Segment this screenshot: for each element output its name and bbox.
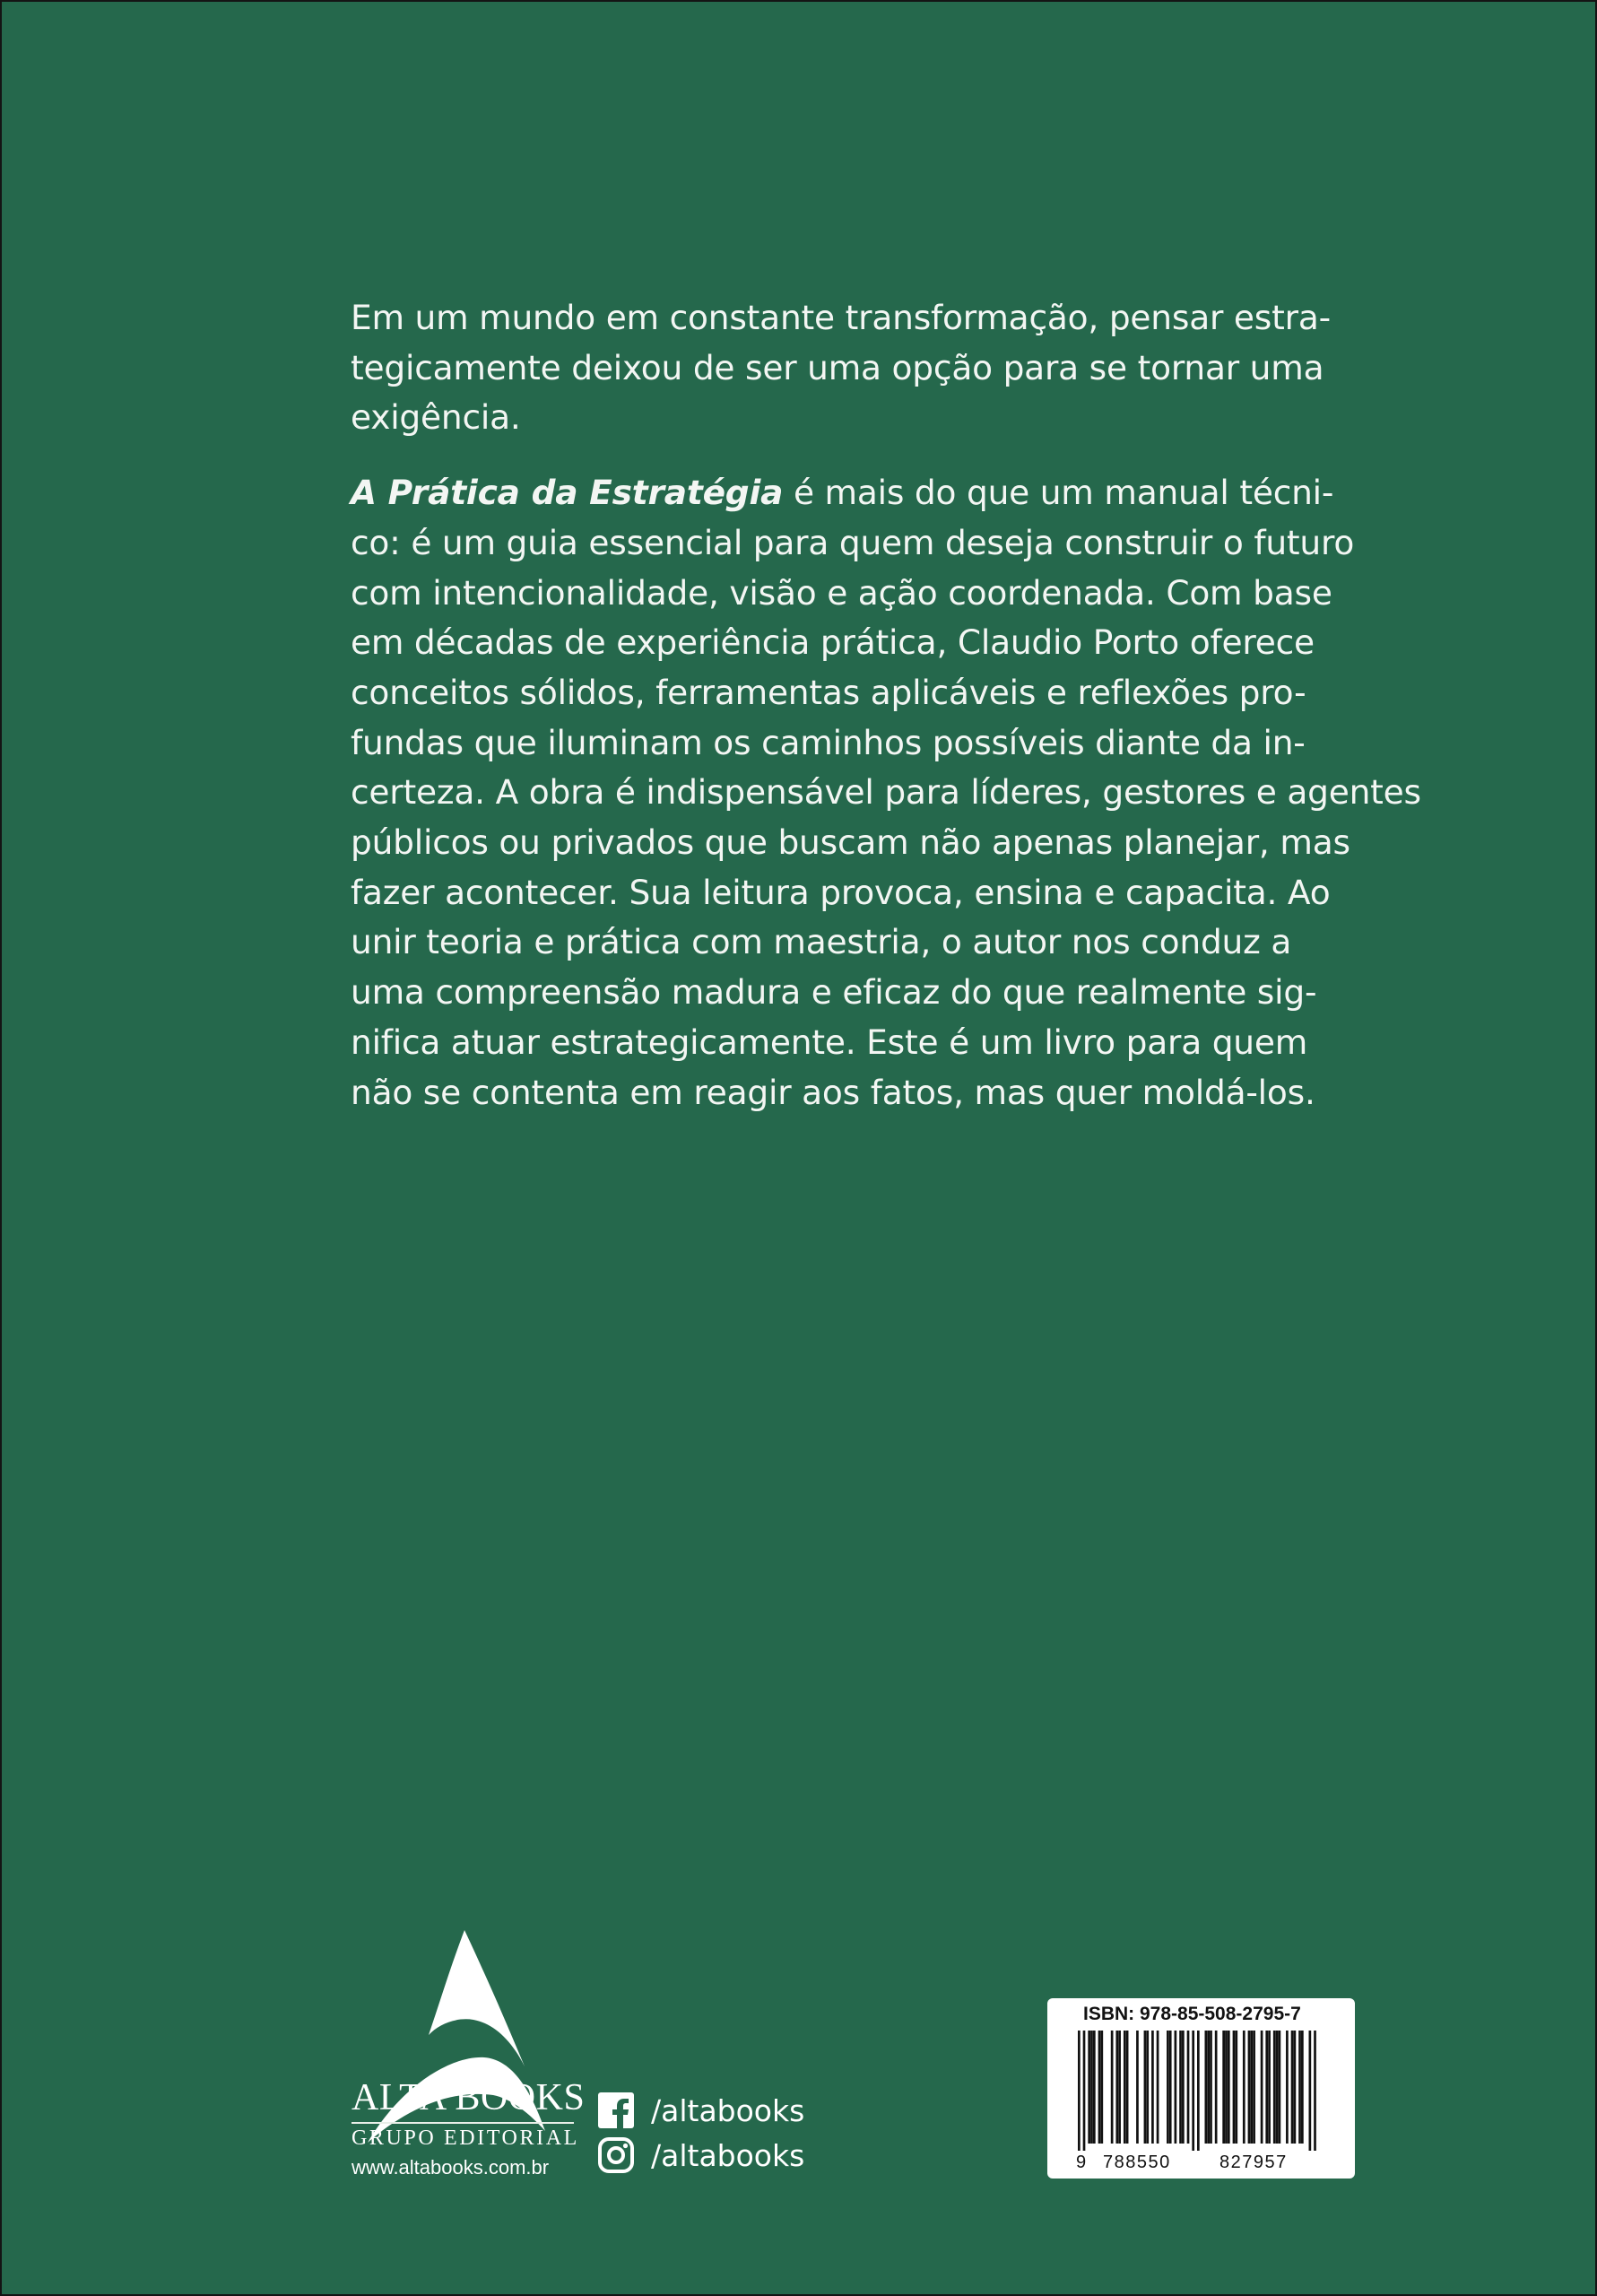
barcode-bars bbox=[1078, 2031, 1316, 2151]
publisher-website-link[interactable]: www.altabooks.com.br bbox=[352, 2156, 550, 2179]
instagram-link[interactable] bbox=[597, 2136, 804, 2174]
blurb-first-line bbox=[351, 468, 1333, 518]
alta-books-logo-icon bbox=[350, 1923, 586, 2156]
blurb-text: nifica atuar estrategicamente. Este é um livro para quem bbox=[351, 1022, 1308, 1062]
blurb-text: unir teoria e prática com maestria, o autor nos conduz a bbox=[351, 922, 1292, 962]
blurb-line bbox=[351, 518, 1355, 569]
blurb-line bbox=[351, 1018, 1308, 1068]
blurb-line bbox=[351, 968, 1317, 1018]
blurb-line bbox=[351, 393, 1251, 443]
blurb-text: conceitos sólidos, ferramentas aplicáveis e reflexões pro- bbox=[351, 672, 1306, 712]
blurb-text: exigência. bbox=[351, 397, 521, 438]
blurb-text: públicos ou privados que buscam não apenas planejar, mas bbox=[351, 822, 1350, 863]
facebook-icon bbox=[597, 2092, 635, 2129]
publisher-divider bbox=[352, 2122, 574, 2124]
blurb-text: com intencionalidade, visão e ação coordenada. Com base bbox=[351, 572, 1332, 613]
book-blurb bbox=[351, 293, 1421, 1118]
blurb-text: co: é um guia essencial para quem deseja construir o futuro bbox=[351, 522, 1355, 562]
blurb-text: tegicamente deixou de ser uma opção para se tornar uma bbox=[351, 347, 1324, 387]
blurb-text: não se contenta em reagir aos fatos, mas quer moldá-los. bbox=[351, 1072, 1315, 1112]
barcode-digits-left: 788550 bbox=[1103, 2152, 1171, 2172]
facebook-link[interactable] bbox=[597, 2092, 804, 2129]
blurb-line bbox=[351, 668, 1306, 718]
publisher-subtitle: GRUPO EDITORIAL bbox=[352, 2126, 579, 2150]
blurb-line bbox=[351, 868, 1331, 918]
blurb-line bbox=[351, 569, 1332, 619]
blurb-text: uma compreensão madura e eficaz do que realmente sig- bbox=[351, 972, 1317, 1013]
blurb-line bbox=[351, 918, 1292, 968]
blurb-text: fazer acontecer. Sua leitura provoca, ensina e capacita. Ao bbox=[351, 872, 1331, 912]
instagram-icon bbox=[597, 2136, 635, 2174]
blurb-line bbox=[351, 293, 1331, 344]
blurb-line bbox=[351, 344, 1324, 394]
barcode-digits-right: 827957 bbox=[1219, 2152, 1288, 2172]
blurb-line bbox=[351, 818, 1350, 868]
blurb-line bbox=[351, 768, 1421, 818]
blurb-text: Em um mundo em constante transformação, pensar estra- bbox=[351, 298, 1331, 337]
paragraph-gap bbox=[351, 443, 1251, 468]
blurb-text: fundas que iluminam os caminhos possíveis diante da in- bbox=[351, 722, 1306, 762]
isbn-barcode bbox=[1047, 1998, 1355, 2179]
publisher-name: ALTA BOOKS bbox=[352, 2077, 586, 2118]
blurb-text: em décadas de experiência prática, Claudio Porto oferece bbox=[351, 622, 1315, 663]
blurb-line bbox=[351, 718, 1306, 769]
blurb-text: é mais do que um manual técni- bbox=[783, 473, 1334, 513]
facebook-handle: /altabooks bbox=[651, 2092, 805, 2128]
book-title: A Prática da Estratégia bbox=[351, 473, 784, 513]
isbn-label: ISBN: 978-85-508-2795-7 bbox=[1083, 2004, 1301, 2024]
blurb-line bbox=[351, 618, 1315, 668]
blurb-text: certeza. A obra é indispensável para líderes, gestores e agentes bbox=[351, 772, 1421, 813]
blurb-line bbox=[351, 1068, 1315, 1118]
instagram-handle: /altabooks bbox=[651, 2137, 805, 2173]
blurb-line bbox=[351, 468, 1334, 518]
barcode-digit-prefix: 9 bbox=[1076, 2152, 1088, 2172]
